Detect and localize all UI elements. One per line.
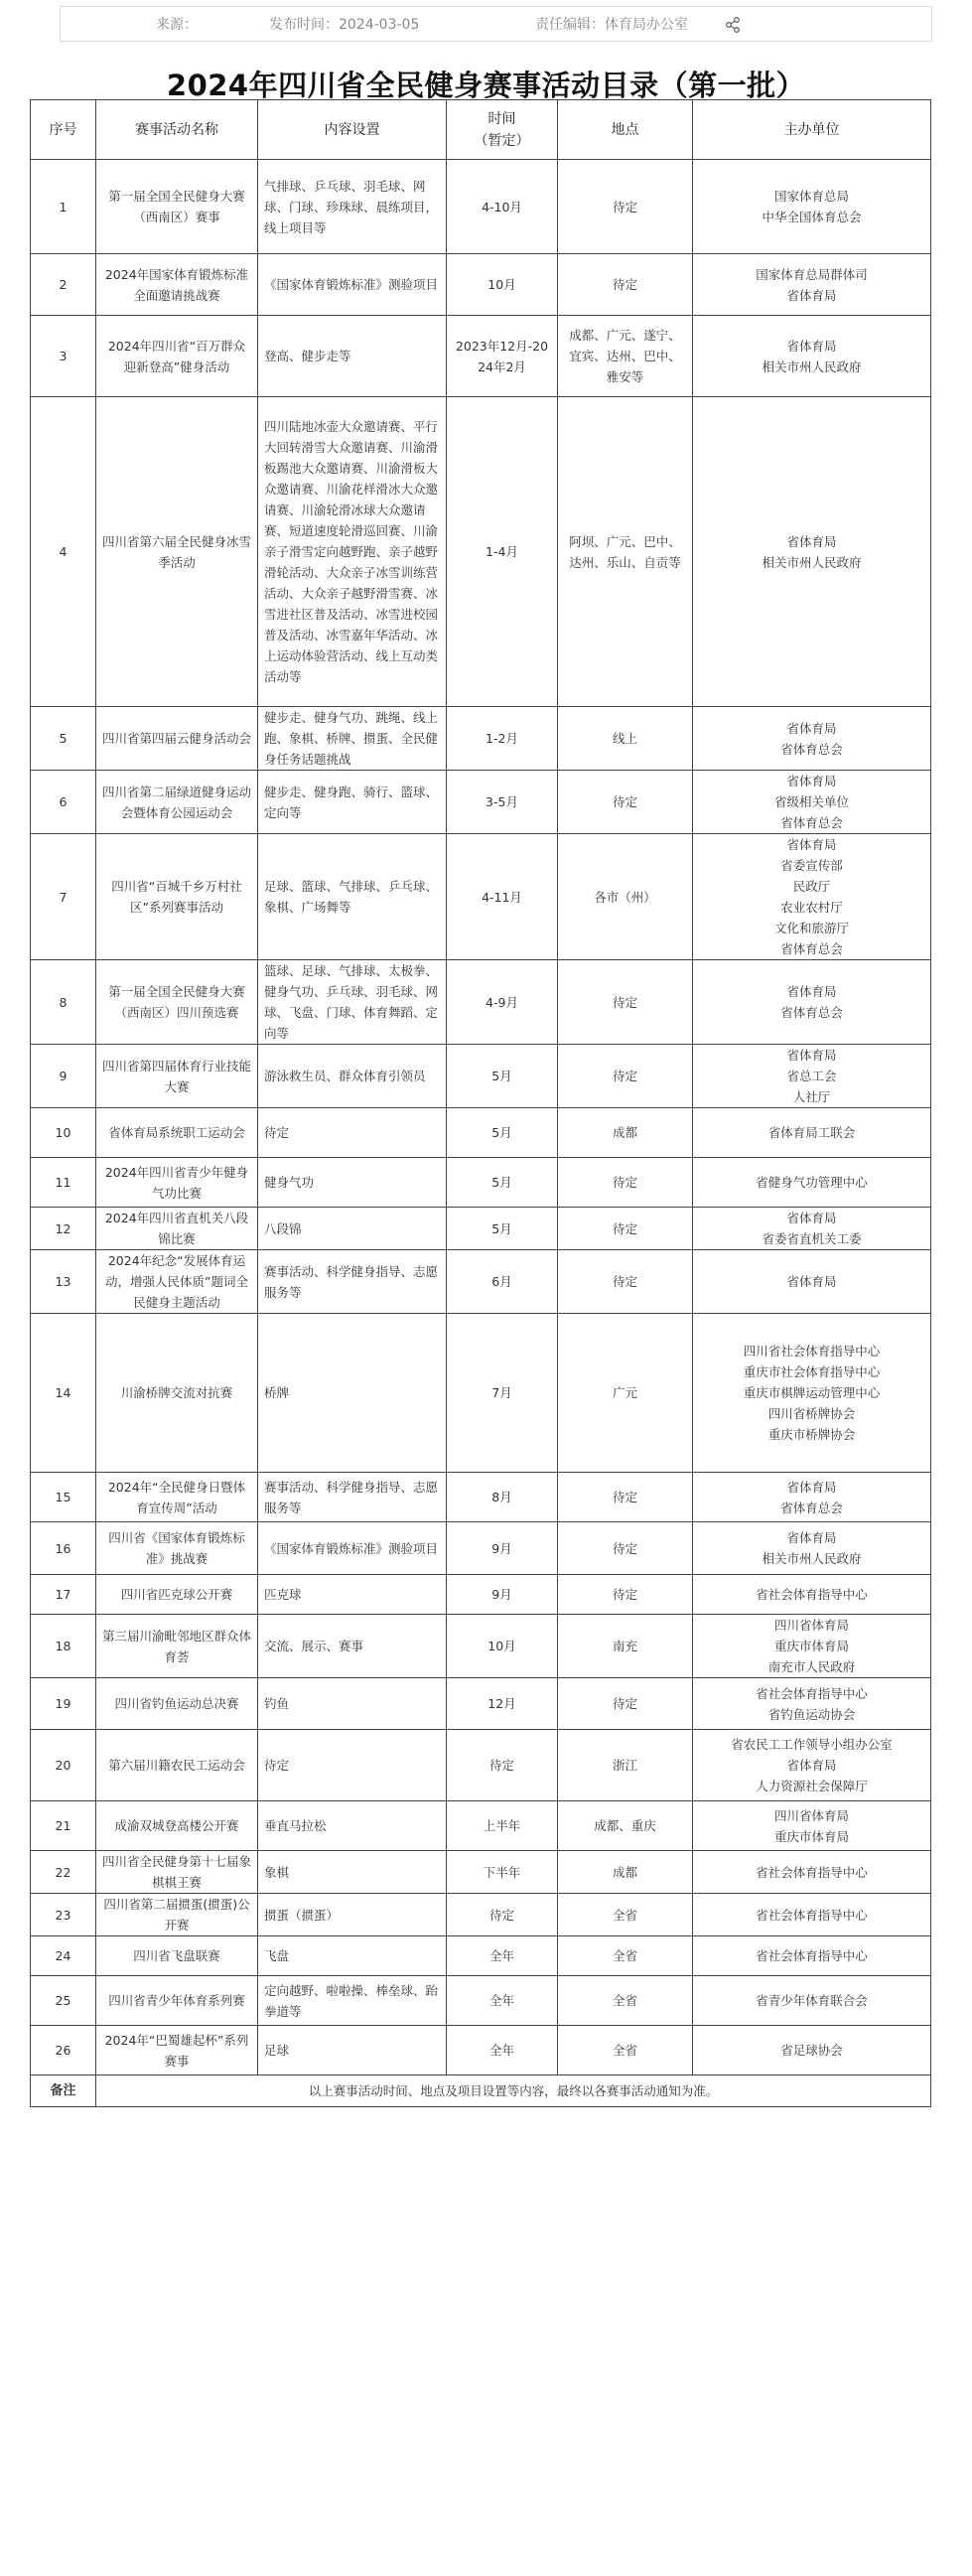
cell-org: 省体育局 相关市州人民政府 <box>693 1522 931 1575</box>
cell-content: 交流、展示、赛事 <box>258 1615 447 1678</box>
cell-org: 省体育局 省总工会 人社厅 <box>693 1045 931 1108</box>
cell-place: 待定 <box>558 960 693 1045</box>
cell-no: 17 <box>31 1575 96 1615</box>
editor-label: 责任编辑：体育局办公室 <box>535 17 688 33</box>
cell-content: 四川陆地冰壶大众邀请赛、平行大回转滑雪大众邀请赛、川渝滑板踢池大众邀请赛、川渝滑板大众邀请赛、川渝花样滑冰大众邀请赛、川渝轮滑冰球大众邀请赛、短道速度轮滑巡回赛、川渝亲子滑雪定向越野跑、亲子越野滑轮活动、大众亲子冰雪训练营活动、大众亲子越野滑雪赛、冰雪进社区普及活动、冰雪进校园普及活动、冰雪嘉年华活动、冰上运动体验营活动、线上互动类活动等 <box>258 397 447 707</box>
cell-org: 省健身气功管理中心 <box>693 1158 931 1208</box>
table-header-row <box>31 100 931 160</box>
table-row <box>31 1801 931 1851</box>
table-row <box>31 1522 931 1575</box>
cell-time: 3-5月 <box>447 771 558 834</box>
cell-time: 下半年 <box>447 1851 558 1894</box>
note-label: 备注 <box>31 2075 96 2107</box>
table-row <box>31 1678 931 1730</box>
cell-content: 匹克球 <box>258 1575 447 1615</box>
cell-org: 省体育局 省委宣传部 民政厅 农业农村厅 文化和旅游厅 省体育总会 <box>693 834 931 960</box>
table-row <box>31 1250 931 1314</box>
cell-time: 5月 <box>447 1158 558 1208</box>
cell-name: 2024年国家体育锻炼标准全面邀请挑战赛 <box>96 254 258 316</box>
cell-no: 25 <box>31 1976 96 2026</box>
cell-content: 定向越野、啦啦操、棒垒球、跆拳道等 <box>258 1976 447 2026</box>
cell-no: 20 <box>31 1730 96 1801</box>
cell-no: 13 <box>31 1250 96 1314</box>
cell-no: 24 <box>31 1936 96 1976</box>
cell-name: 四川省青少年体育系列赛 <box>96 1976 258 2026</box>
cell-content: 赛事活动、科学健身指导、志愿服务等 <box>258 1473 447 1522</box>
cell-time: 全年 <box>447 1936 558 1976</box>
cell-no: 23 <box>31 1894 96 1936</box>
cell-content: 游泳救生员、群众体育引领员 <box>258 1045 447 1108</box>
table-row <box>31 2026 931 2075</box>
cell-name: 第三届川渝毗邻地区群众体育荟 <box>96 1615 258 1678</box>
cell-time: 上半年 <box>447 1801 558 1851</box>
cell-no: 18 <box>31 1615 96 1678</box>
cell-org: 省青少年体育联合会 <box>693 1976 931 2026</box>
cell-no: 5 <box>31 707 96 771</box>
cell-name: 四川省飞盘联赛 <box>96 1936 258 1976</box>
cell-place: 广元 <box>558 1314 693 1473</box>
cell-no: 3 <box>31 316 96 397</box>
cell-name: 四川省全民健身第十七届象棋棋王赛 <box>96 1851 258 1894</box>
cell-name: 四川省第四届云健身活动会 <box>96 707 258 771</box>
cell-org: 省社会体育指导中心 <box>693 1575 931 1615</box>
cell-place: 成都、广元、遂宁、宜宾、达州、巴中、雅安等 <box>558 316 693 397</box>
cell-content: 待定 <box>258 1108 447 1158</box>
cell-place: 阿坝、广元、巴中、达州、乐山、自贡等 <box>558 397 693 707</box>
cell-time: 待定 <box>447 1730 558 1801</box>
note-row <box>31 2075 931 2107</box>
cell-time: 4-10月 <box>447 160 558 254</box>
cell-content: 登高、健步走等 <box>258 316 447 397</box>
cell-name: 2024年四川省青少年健身气功比赛 <box>96 1158 258 1208</box>
table-row <box>31 1894 931 1936</box>
cell-place: 全省 <box>558 1936 693 1976</box>
cell-no: 21 <box>31 1801 96 1851</box>
table-row <box>31 1158 931 1208</box>
header-org: 主办单位 <box>693 100 931 160</box>
cell-no: 6 <box>31 771 96 834</box>
cell-content: 足球、篮球、气排球、乒乓球、象棋、广场舞等 <box>258 834 447 960</box>
cell-place: 成都 <box>558 1851 693 1894</box>
cell-name: 四川省第四届体育行业技能大赛 <box>96 1045 258 1108</box>
cell-no: 14 <box>31 1314 96 1473</box>
note-text: 以上赛事活动时间、地点及项目设置等内容，最终以各赛事活动通知为准。 <box>96 2075 931 2107</box>
cell-time: 1-4月 <box>447 397 558 707</box>
cell-name: 四川省“百城千乡万村社区”系列赛事活动 <box>96 834 258 960</box>
cell-org: 四川省社会体育指导中心 重庆市社会体育指导中心 重庆市棋牌运动管理中心 四川省桥牌协会 重庆市桥牌协会 <box>693 1314 931 1473</box>
cell-content: 掼蛋（掼蛋） <box>258 1894 447 1936</box>
cell-place: 成都 <box>558 1108 693 1158</box>
cell-place: 待定 <box>558 254 693 316</box>
header-name: 赛事活动名称 <box>96 100 258 160</box>
cell-org: 省体育局 省体育总会 <box>693 1473 931 1522</box>
cell-place: 待定 <box>558 1250 693 1314</box>
cell-name: 第一届全国全民健身大赛（西南区）赛事 <box>96 160 258 254</box>
cell-name: 川渝桥牌交流对抗赛 <box>96 1314 258 1473</box>
cell-place: 待定 <box>558 1045 693 1108</box>
cell-content: 《国家体育锻炼标准》测验项目 <box>258 254 447 316</box>
cell-name: 第六届川籍农民工运动会 <box>96 1730 258 1801</box>
cell-content: 《国家体育锻炼标准》测验项目 <box>258 1522 447 1575</box>
table-row <box>31 254 931 316</box>
cell-time: 5月 <box>447 1045 558 1108</box>
share-icon[interactable] <box>724 16 742 34</box>
cell-no: 11 <box>31 1158 96 1208</box>
cell-place: 南充 <box>558 1615 693 1678</box>
table-row <box>31 160 931 254</box>
cell-org: 省体育局 省级相关单位 省体育总会 <box>693 771 931 834</box>
cell-content: 桥牌 <box>258 1314 447 1473</box>
cell-name: 2024年“巴蜀雄起杯”系列赛事 <box>96 2026 258 2075</box>
cell-time: 9月 <box>447 1575 558 1615</box>
table-row <box>31 1851 931 1894</box>
cell-time: 9月 <box>447 1522 558 1575</box>
table-row <box>31 771 931 834</box>
cell-org: 省体育局 省体育总会 <box>693 707 931 771</box>
cell-place: 全省 <box>558 2026 693 2075</box>
event-table <box>30 99 931 2107</box>
cell-time: 2023年12月-2024年2月 <box>447 316 558 397</box>
table-row <box>31 960 931 1045</box>
cell-org: 省体育局 省委省直机关工委 <box>693 1208 931 1250</box>
cell-time: 6月 <box>447 1250 558 1314</box>
header-no: 序号 <box>31 100 96 160</box>
cell-org: 四川省体育局 重庆市体育局 南充市人民政府 <box>693 1615 931 1678</box>
cell-org: 省体育局 <box>693 1250 931 1314</box>
table-row <box>31 1976 931 2026</box>
page-title: 2024年四川省全民健身赛事活动目录（第一批） <box>166 69 806 102</box>
cell-no: 1 <box>31 160 96 254</box>
cell-org: 四川省体育局 重庆市体育局 <box>693 1801 931 1851</box>
cell-no: 4 <box>31 397 96 707</box>
table-row <box>31 1936 931 1976</box>
cell-name: 四川省第二届绿道健身运动会暨体育公园运动会 <box>96 771 258 834</box>
table-row <box>31 1730 931 1801</box>
table-row <box>31 1575 931 1615</box>
cell-org: 省社会体育指导中心 省钓鱼运动协会 <box>693 1678 931 1730</box>
table-row <box>31 316 931 397</box>
table-row <box>31 1208 931 1250</box>
cell-place: 待定 <box>558 1208 693 1250</box>
article-meta-bar <box>60 6 932 42</box>
cell-place: 浙江 <box>558 1730 693 1801</box>
cell-content: 钓鱼 <box>258 1678 447 1730</box>
cell-no: 9 <box>31 1045 96 1108</box>
cell-no: 7 <box>31 834 96 960</box>
cell-name: 四川省钓鱼运动总决赛 <box>96 1678 258 1730</box>
table-row <box>31 397 931 707</box>
cell-name: 第一届全国全民健身大赛（西南区）四川预选赛 <box>96 960 258 1045</box>
table-row <box>31 1473 931 1522</box>
cell-time: 全年 <box>447 2026 558 2075</box>
cell-org: 国家体育总局 中华全国体育总会 <box>693 160 931 254</box>
cell-place: 全省 <box>558 1894 693 1936</box>
cell-name: 2024年纪念“发展体育运动，增强人民体质”题词全民健身主题活动 <box>96 1250 258 1314</box>
cell-content: 气排球、乒乓球、羽毛球、网球、门球、珍珠球、晨练项目，线上项目等 <box>258 160 447 254</box>
cell-no: 12 <box>31 1208 96 1250</box>
cell-no: 10 <box>31 1108 96 1158</box>
cell-time: 1-2月 <box>447 707 558 771</box>
cell-name: 省体育局系统职工运动会 <box>96 1108 258 1158</box>
cell-time: 待定 <box>447 1894 558 1936</box>
cell-no: 22 <box>31 1851 96 1894</box>
cell-time: 4-11月 <box>447 834 558 960</box>
cell-org: 省体育局 相关市州人民政府 <box>693 316 931 397</box>
cell-time: 4-9月 <box>447 960 558 1045</box>
cell-content: 健步走、健身跑、骑行、篮球、定向等 <box>258 771 447 834</box>
cell-place: 待定 <box>558 160 693 254</box>
table-row <box>31 834 931 960</box>
cell-time: 全年 <box>447 1976 558 2026</box>
cell-name: 2024年四川省直机关八段锦比赛 <box>96 1208 258 1250</box>
publish-time: 发布时间：2024-03-05 <box>269 17 420 33</box>
cell-content: 飞盘 <box>258 1936 447 1976</box>
cell-time: 10月 <box>447 254 558 316</box>
table-row <box>31 1045 931 1108</box>
cell-no: 2 <box>31 254 96 316</box>
cell-org: 国家体育总局群体司 省体育局 <box>693 254 931 316</box>
cell-content: 赛事活动、科学健身指导、志愿服务等 <box>258 1250 447 1314</box>
cell-place: 待定 <box>558 1522 693 1575</box>
cell-org: 省体育局 相关市州人民政府 <box>693 397 931 707</box>
cell-name: 四川省第六届全民健身冰雪季活动 <box>96 397 258 707</box>
cell-name: 2024年四川省“百万群众迎新登高”健身活动 <box>96 316 258 397</box>
header-time: 时间 （暂定） <box>447 100 558 160</box>
cell-content: 垂直马拉松 <box>258 1801 447 1851</box>
cell-place: 各市（州） <box>558 834 693 960</box>
cell-time: 7月 <box>447 1314 558 1473</box>
header-place: 地点 <box>558 100 693 160</box>
cell-no: 19 <box>31 1678 96 1730</box>
cell-place: 待定 <box>558 1473 693 1522</box>
cell-org: 省社会体育指导中心 <box>693 1851 931 1894</box>
source-label: 来源： <box>156 17 198 33</box>
cell-time: 10月 <box>447 1615 558 1678</box>
cell-place: 待定 <box>558 1678 693 1730</box>
cell-org: 省社会体育指导中心 <box>693 1894 931 1936</box>
cell-org: 省体育局工联会 <box>693 1108 931 1158</box>
cell-place: 线上 <box>558 707 693 771</box>
table-row <box>31 1615 931 1678</box>
cell-content: 健步走、健身气功、跳绳、线上跑、象棋、桥牌、掼蛋、全民健身任务话题挑战 <box>258 707 447 771</box>
table-row <box>31 1108 931 1158</box>
cell-no: 26 <box>31 2026 96 2075</box>
header-content: 内容设置 <box>258 100 447 160</box>
cell-time: 8月 <box>447 1473 558 1522</box>
cell-time: 5月 <box>447 1108 558 1158</box>
cell-org: 省体育局 省体育总会 <box>693 960 931 1045</box>
cell-content: 象棋 <box>258 1851 447 1894</box>
table-row <box>31 707 931 771</box>
cell-content: 健身气功 <box>258 1158 447 1208</box>
cell-time: 12月 <box>447 1678 558 1730</box>
cell-no: 15 <box>31 1473 96 1522</box>
cell-org: 省农民工工作领导小组办公室 省体育局 人力资源社会保障厅 <box>693 1730 931 1801</box>
cell-content: 篮球、足球、气排球、太极拳、健身气功、乒乓球、羽毛球、网球、飞盘、门球、体育舞蹈、定向等 <box>258 960 447 1045</box>
cell-content: 足球 <box>258 2026 447 2075</box>
cell-name: 2024年“全民健身日暨体育宣传周”活动 <box>96 1473 258 1522</box>
table-row <box>31 1314 931 1473</box>
cell-org: 省足球协会 <box>693 2026 931 2075</box>
cell-no: 16 <box>31 1522 96 1575</box>
cell-org: 省社会体育指导中心 <box>693 1936 931 1976</box>
cell-place: 待定 <box>558 771 693 834</box>
cell-time: 5月 <box>447 1208 558 1250</box>
cell-place: 成都、重庆 <box>558 1801 693 1851</box>
cell-place: 待定 <box>558 1575 693 1615</box>
cell-name: 成渝双城登高楼公开赛 <box>96 1801 258 1851</box>
cell-place: 待定 <box>558 1158 693 1208</box>
cell-name: 四川省第二届掼蛋(掼蛋)公开赛 <box>96 1894 258 1936</box>
cell-content: 待定 <box>258 1730 447 1801</box>
cell-name: 四川省《国家体育锻炼标准》挑战赛 <box>96 1522 258 1575</box>
cell-content: 八段锦 <box>258 1208 447 1250</box>
cell-place: 全省 <box>558 1976 693 2026</box>
cell-name: 四川省匹克球公开赛 <box>96 1575 258 1615</box>
cell-no: 8 <box>31 960 96 1045</box>
